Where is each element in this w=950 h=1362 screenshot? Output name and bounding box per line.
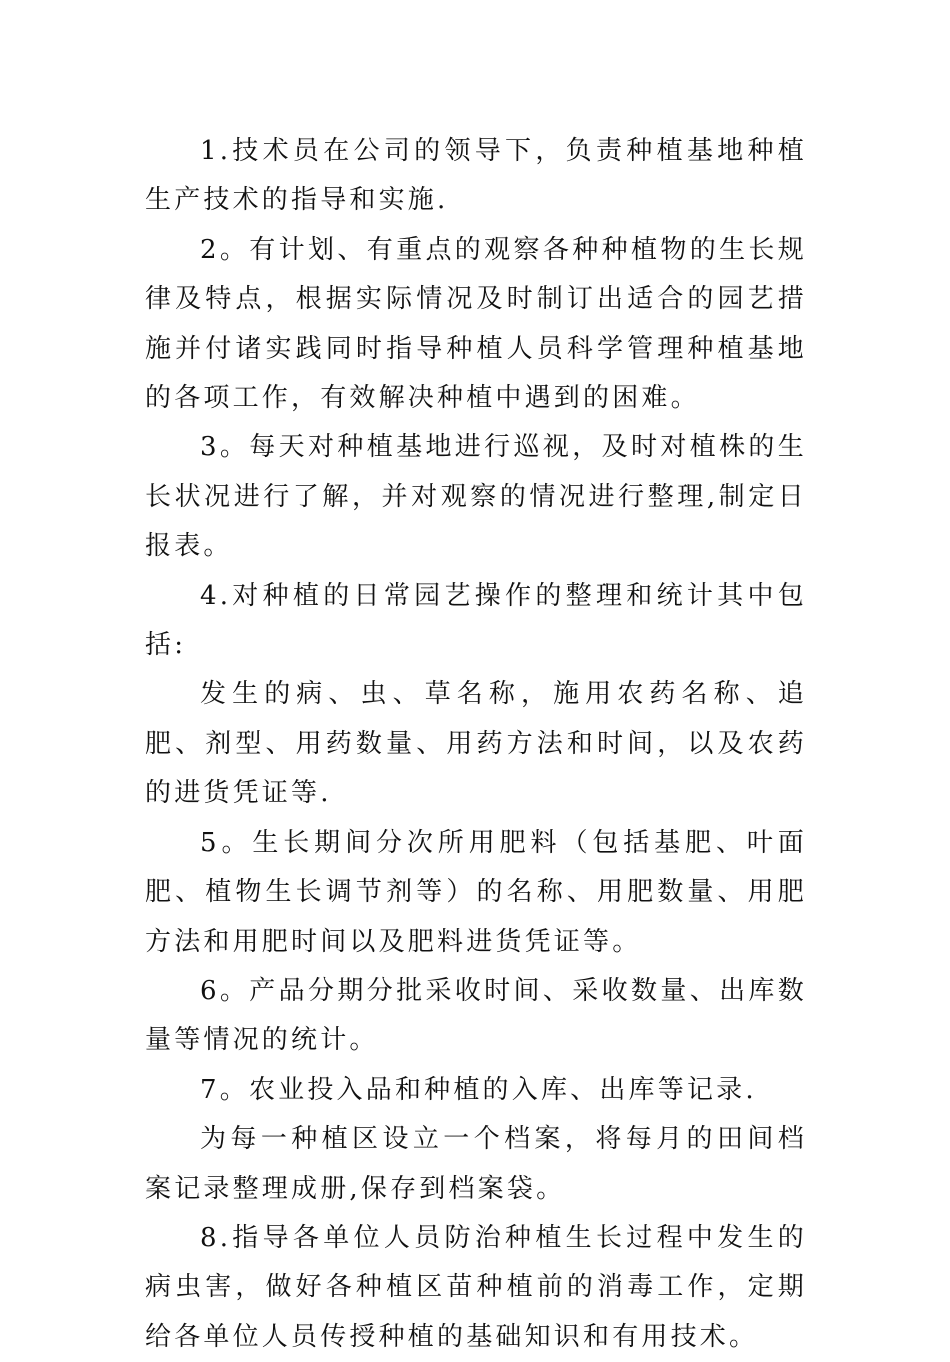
document-body <box>145 127 807 1362</box>
paragraph-8: 8.指导各单位人员防治种植生长过程中发生的病虫害，做好各种植区苗种植前的消毒工作，定期给各单位人员传授种植的基础知识和有用技术。 <box>145 1222 807 1352</box>
paragraph-3: 3。每天对种植基地进行巡视，及时对植株的生长状况进行了解，并对观察的情况进行整理,制定日报表。 <box>145 432 807 562</box>
paragraph-7: 7。农业投入品和种植的入库、出库等记录. <box>200 1074 757 1105</box>
paragraph-6: 6。产品分期分批采收时间、采收数量、出库数量等情况的统计。 <box>145 975 807 1056</box>
paragraph-2: 2。有计划、有重点的观察各种种植物的生长规律及特点，根据实际情况及时制订出适合的园艺措施并付诸实践同时指导种植人员科学管理种植基地的各项工作，有效解决种植中遇到的困难。 <box>145 234 807 414</box>
paragraph-4: 4.对种植的日常园艺操作的整理和统计其中包括: <box>145 580 807 661</box>
paragraph-5: 5。生长期间分次所用肥料（包括基肥、叶面肥、植物生长调节剂等）的名称、用肥数量、用肥方法和用肥时间以及肥料进货凭证等。 <box>145 827 807 957</box>
paragraph-7-detail: 为每一种植区设立一个档案，将每月的田间档案记录整理成册,保存到档案袋。 <box>145 1124 807 1204</box>
paragraph-4-detail: 发生的病、虫、草名称，施用农药名称、追肥、剂型、用药数量、用药方法和时间，以及农药的进货凭证等. <box>145 679 807 809</box>
paragraph-1: 1.技术员在公司的领导下，负责种植基地种植生产技术的指导和实施. <box>145 136 807 216</box>
